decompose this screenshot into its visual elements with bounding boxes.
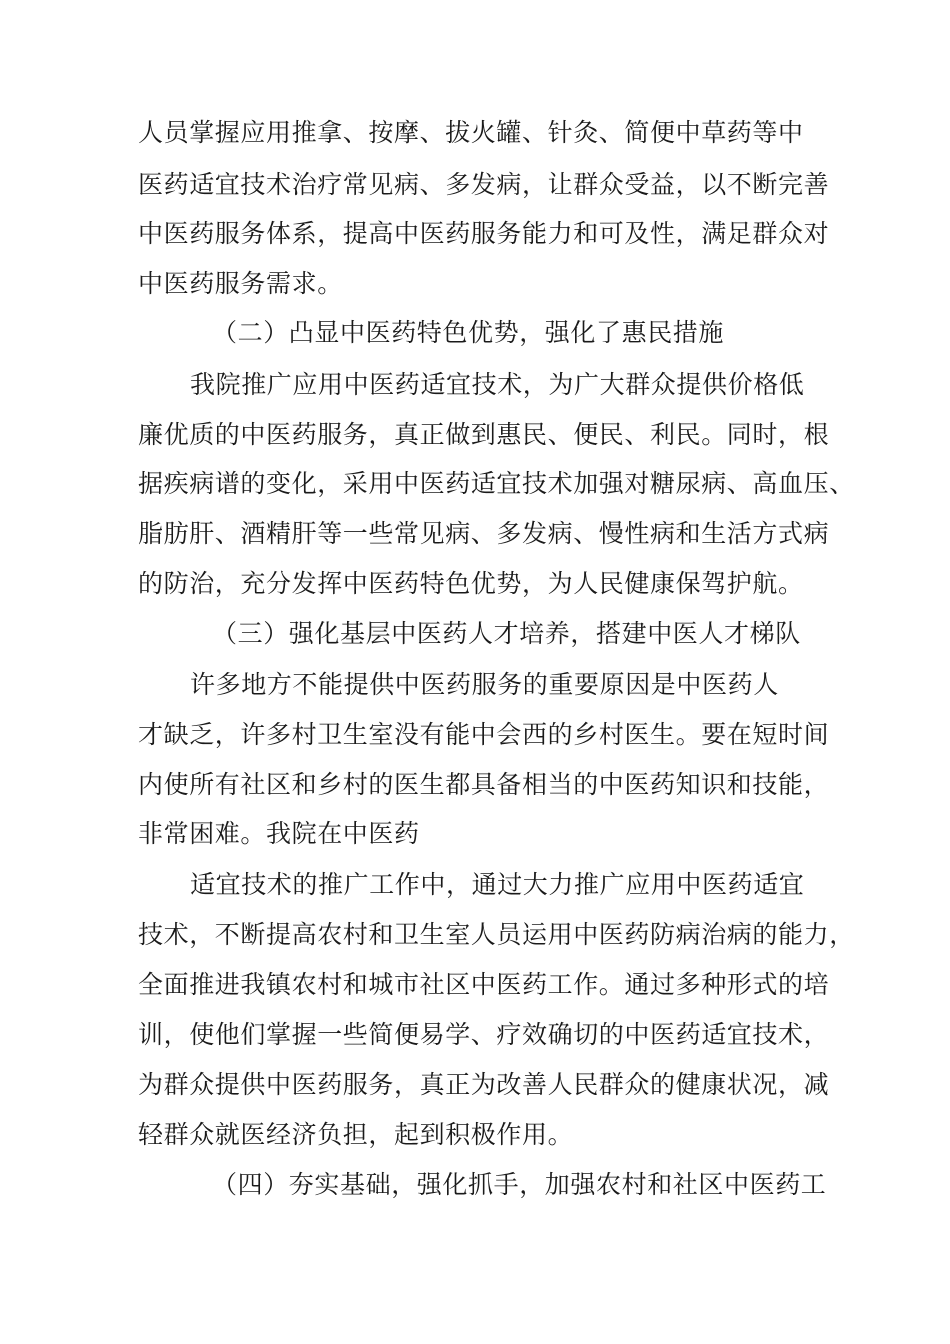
body-text-line: 适宜技术的推广工作中，通过大力推广应用中医药适宜 xyxy=(190,870,805,899)
body-text-line: 廉优质的中医药服务，真正做到惠民、便民、利民。同时，根 xyxy=(138,420,830,449)
body-text-line: 为群众提供中医药服务，真正为改善人民群众的健康状况，减 xyxy=(138,1070,830,1099)
body-text-line: 脂肪肝、酒精肝等一些常见病、多发病、慢性病和生活方式病 xyxy=(138,519,830,548)
section-heading: （四）夯实基础，强化抓手，加强农村和社区中医药工 xyxy=(212,1170,827,1199)
body-text-line: 中医药服务体系，提高中医药服务能力和可及性，满足群众对 xyxy=(138,219,830,248)
body-text-line: 许多地方不能提供中医药服务的重要原因是中医药人 xyxy=(190,670,779,699)
body-text-line: 非常困难。我院在中医药 xyxy=(138,819,420,848)
body-text-line: 中医药服务需求。 xyxy=(138,269,343,298)
body-text-line: 据疾病谱的变化，采用中医药适宜技术加强对糖尿病、高血压、 xyxy=(138,469,855,498)
body-text-line: 训，使他们掌握一些简便易学、疗效确切的中医药适宜技术， xyxy=(138,1020,830,1049)
body-text-line: 人员掌握应用推拿、按摩、拔火罐、针灸、简便中草药等中 xyxy=(138,118,804,147)
section-heading: （二）凸显中医药特色优势，强化了惠民措施 xyxy=(212,318,725,347)
section-heading: （三）强化基层中医药人才培养，搭建中医人才梯队 xyxy=(212,619,801,648)
body-text-line: 内使所有社区和乡村的医生都具备相当的中医药知识和技能， xyxy=(138,770,830,799)
body-text-line: 技术，不断提高农村和卫生室人员运用中医药防病治病的能力， xyxy=(138,920,855,949)
body-text-line: 轻群众就医经济负担，起到积极作用。 xyxy=(138,1120,574,1149)
body-text-line: 的防治，充分发挥中医药特色优势，为人民健康保驾护航。 xyxy=(138,569,804,598)
body-text-line: 我院推广应用中医药适宜技术，为广大群众提供价格低 xyxy=(190,370,805,399)
body-text-line: 才缺乏，许多村卫生室没有能中会西的乡村医生。要在短时间 xyxy=(138,720,830,749)
body-text-line: 医药适宜技术治疗常见病、多发病，让群众受益，以不断完善 xyxy=(138,170,830,199)
body-text-line: 全面推进我镇农村和城市社区中医药工作。通过多种形式的培 xyxy=(138,970,830,999)
